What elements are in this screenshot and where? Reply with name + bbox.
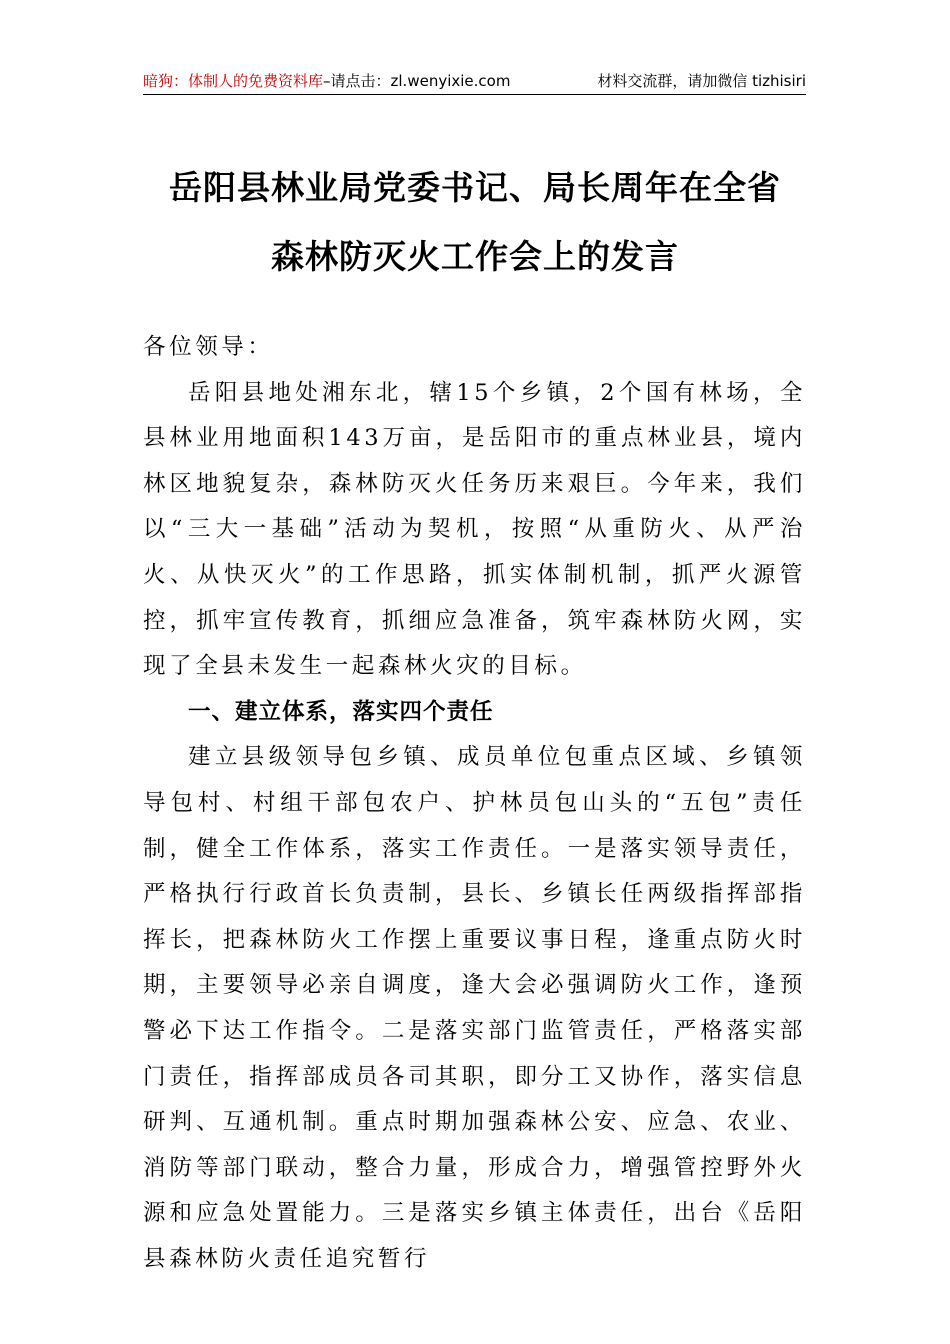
header-group-info: 材料交流群，请加微信 tizhisiri — [597, 72, 806, 90]
header-link[interactable]: –请点击：zl.wenyixie.com — [323, 72, 511, 90]
paragraph-section-1: 建立县级领导包乡镇、成员单位包重点区域、乡镇领导包村、村组干部包农户、护林员包山头的“五包”责任制，健全工作体系，落实工作责任。一是落实领导责任，严格执行行政首长负责制，县长、乡镇长任两级指挥部指挥长，把森林防火工作摆上重要议事日程，逢重点防火时期，主要领导必亲自调度，逢大会必强调防火工作，逢预警必下达工作指令。二是落实部门监管责任，严格落实部门责任，指挥部成员各司其职，即分工又协作，落实信息研判、互通机制。重点时期加强森林公安、应急、农业、消防等部门联动，整合力量，形成合力，增强管控野外火源和应急处置能力。三是落实乡镇主体责任，出台《岳阳县森林防火责任追究暂行 — [143, 744, 806, 1272]
paragraph-intro: 岳阳县地处湘东北，辖15个乡镇，2个国有林场，全县林业用地面积143万亩，是岳阳市的重点林业县，境内林区地貌复杂，森林防灭火任务历来艰巨。今年来，我们以“三大一基础”活动为契机，按照“从重防火、从严治火、从快灭火”的工作思路，抓实体制机制，抓严火源管控，抓牢宣传教育，抓细应急准备，筑牢森林防火网，实现了全县未发生一起森林火灾的目标。 — [143, 379, 806, 680]
document-title-line-2: 森林防灭火工作会上的发言 — [271, 237, 679, 276]
section-heading-1: 一、建立体系，落实四个责任 — [188, 698, 494, 725]
salutation: 各位领导： — [143, 334, 274, 360]
document-title-line-1: 岳阳县林业局党委书记、局长周年在全省 — [169, 168, 781, 207]
document-body — [143, 325, 806, 1282]
page-header — [143, 70, 806, 95]
header-brand: 暗狗：体制人的免费资料库 — [143, 72, 324, 90]
